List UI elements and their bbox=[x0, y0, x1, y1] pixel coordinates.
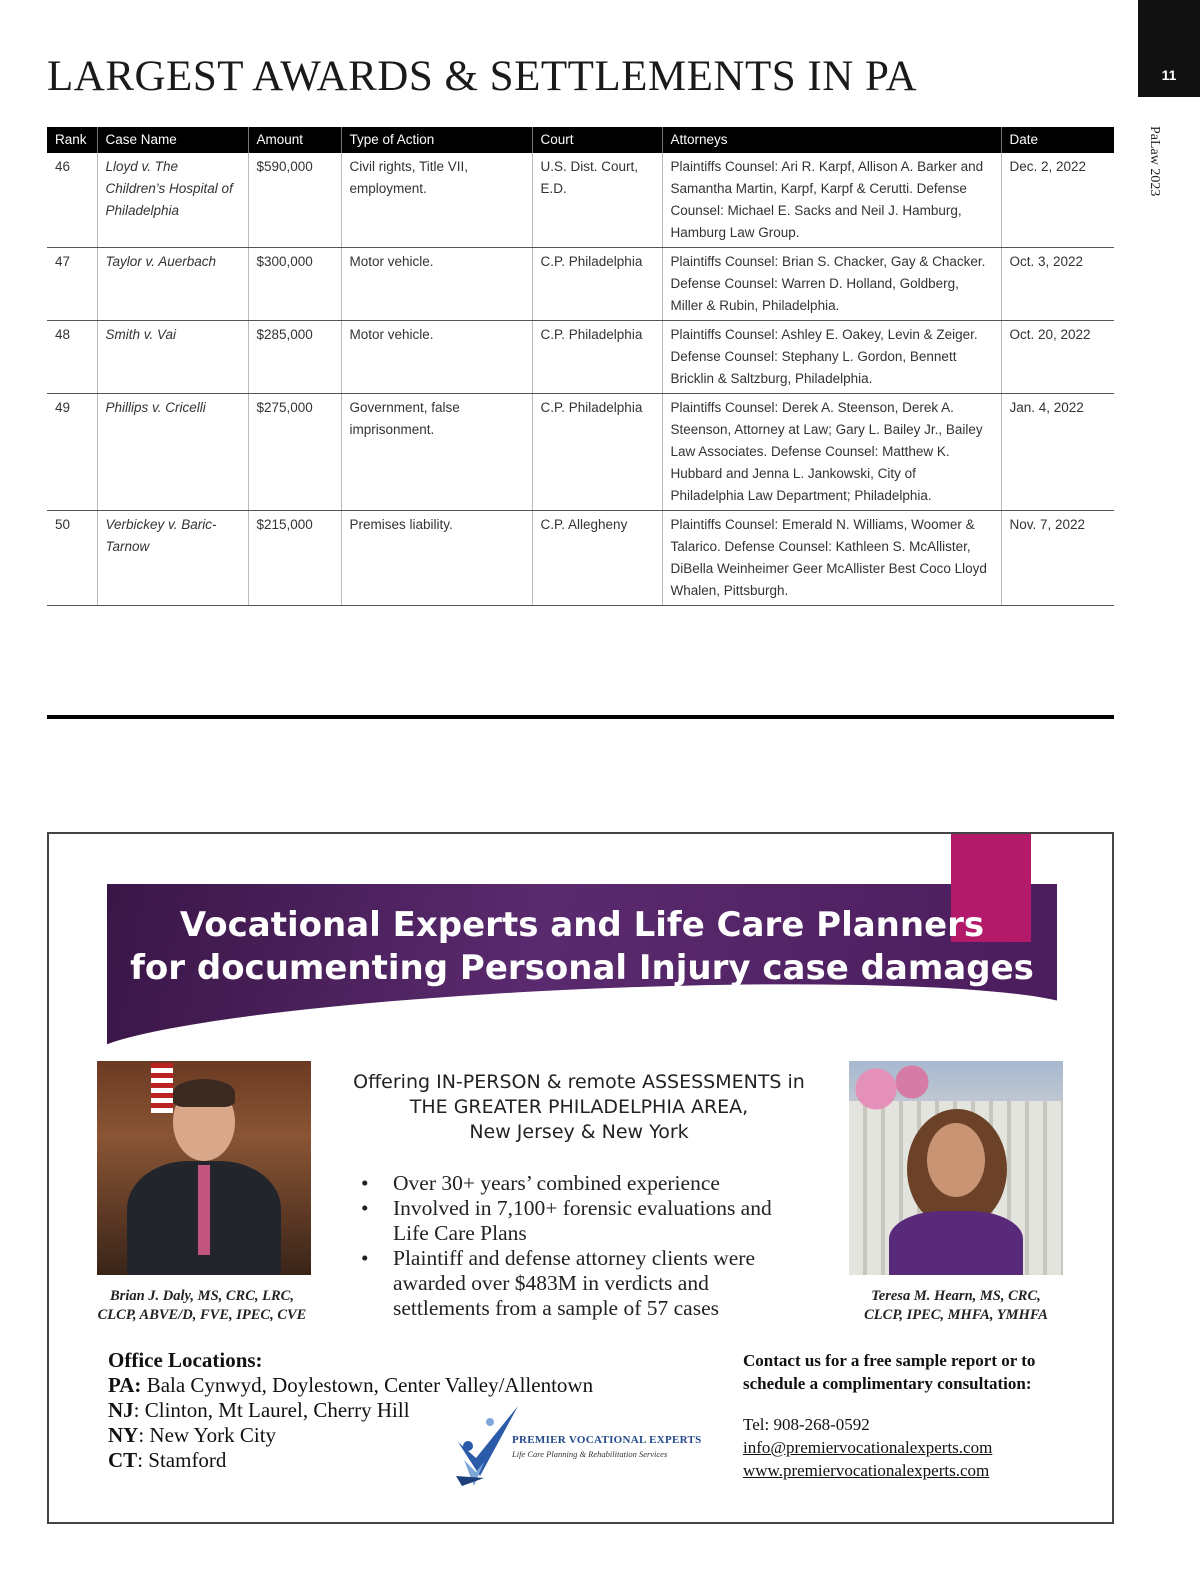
cell-rank: 49 bbox=[47, 394, 97, 511]
cell-amount: $300,000 bbox=[248, 248, 341, 321]
cell-date: Nov. 7, 2022 bbox=[1001, 511, 1114, 606]
office-cities: : Stamford bbox=[137, 1448, 227, 1472]
cell-date: Oct. 20, 2022 bbox=[1001, 321, 1114, 394]
list-item bbox=[357, 1246, 797, 1321]
expert-photo-brian-daly bbox=[97, 1061, 311, 1275]
cell-attorneys: Plaintiffs Counsel: Emerald N. Williams, Woomer & Talarico. Defense Counsel: Kathleen S. McAllister, DiBella Weinheimer Geer McAllister Best Coco Lloyd Whalen, Pittsburgh. bbox=[662, 511, 1001, 606]
column-header-court: Court bbox=[532, 127, 662, 153]
bullet-icon: • bbox=[361, 1246, 369, 1270]
offer-text bbox=[349, 1070, 809, 1145]
column-header-rank: Rank bbox=[47, 127, 97, 153]
contact-cta-line-2: schedule a complimentary consultation: bbox=[743, 1374, 1032, 1393]
table-row bbox=[47, 321, 1114, 394]
cell-court: C.P. Philadelphia bbox=[532, 321, 662, 394]
section-divider bbox=[47, 715, 1114, 719]
cell-amount: $215,000 bbox=[248, 511, 341, 606]
table-row bbox=[47, 248, 1114, 321]
ad-headline bbox=[107, 904, 1057, 990]
page-number-tab bbox=[1138, 0, 1200, 97]
benefit-text: Involved in 7,100+ forensic evaluations and Life Care Plans bbox=[393, 1196, 772, 1245]
expert-photo-teresa-hearn bbox=[849, 1061, 1063, 1275]
benefits-list bbox=[357, 1171, 797, 1321]
expert-right-name-line-2: CLCP, IPEC, MHFA, YMHFA bbox=[864, 1307, 1048, 1323]
column-header-case-name: Case Name bbox=[97, 127, 248, 153]
expert-left-name-line-2: CLCP, ABVE/D, FVE, IPEC, CVE bbox=[97, 1307, 307, 1323]
table-row bbox=[47, 153, 1114, 248]
running-head: PaLaw 2023 bbox=[1147, 126, 1162, 197]
offer-line-1: Offering IN-PERSON & remote ASSESSMENTS in bbox=[353, 1071, 805, 1093]
cell-amount: $285,000 bbox=[248, 321, 341, 394]
office-state: NY bbox=[108, 1423, 139, 1447]
expert-right-name-line-1: Teresa M. Hearn, MS, CRC, bbox=[871, 1288, 1041, 1304]
list-item bbox=[357, 1171, 797, 1196]
contact-cta-line-1: Contact us for a free sample report or to bbox=[743, 1351, 1036, 1370]
cell-court: C.P. Philadelphia bbox=[532, 248, 662, 321]
portrait-body bbox=[889, 1211, 1023, 1275]
office-cities: Bala Cynwyd, Doylestown, Center Valley/Allentown bbox=[141, 1373, 594, 1397]
contact-website-link[interactable]: www.premiervocationalexperts.com bbox=[743, 1461, 990, 1480]
cell-date: Dec. 2, 2022 bbox=[1001, 153, 1114, 248]
cell-amount: $590,000 bbox=[248, 153, 341, 248]
logo-company-name: PREMIER VOCATIONAL EXPERTS bbox=[512, 1434, 702, 1446]
logo-tagline: Life Care Planning & Rehabilitation Services bbox=[512, 1449, 668, 1459]
expert-caption-right bbox=[826, 1287, 1086, 1325]
cell-case-name: Verbickey v. Baric-Tarnow bbox=[97, 511, 248, 606]
advertisement bbox=[47, 832, 1114, 1524]
cell-case-name: Phillips v. Cricelli bbox=[97, 394, 248, 511]
awards-table bbox=[47, 127, 1114, 606]
table-row bbox=[47, 394, 1114, 511]
page-title: LARGEST AWARDS & SETTLEMENTS IN PA bbox=[47, 53, 918, 100]
portrait-hair bbox=[173, 1079, 235, 1107]
office-locations-heading: Office Locations: bbox=[108, 1348, 263, 1372]
portrait-tie bbox=[198, 1165, 210, 1255]
office-cities: : New York City bbox=[138, 1423, 277, 1447]
cell-court: U.S. Dist. Court, E.D. bbox=[532, 153, 662, 248]
contact-phone: Tel: 908-268-0592 bbox=[743, 1415, 870, 1434]
office-state: CT bbox=[108, 1448, 138, 1472]
cell-date: Jan. 4, 2022 bbox=[1001, 394, 1114, 511]
cell-rank: 47 bbox=[47, 248, 97, 321]
cell-type: Civil rights, Title VII, employment. bbox=[341, 153, 532, 248]
flag-icon bbox=[151, 1063, 173, 1113]
ad-headline-line-1: Vocational Experts and Life Care Planners bbox=[179, 905, 985, 945]
cell-rank: 46 bbox=[47, 153, 97, 248]
cell-type: Motor vehicle. bbox=[341, 248, 532, 321]
cell-amount: $275,000 bbox=[248, 394, 341, 511]
column-header-attorneys: Attorneys bbox=[662, 127, 1001, 153]
offer-line-2: THE GREATER PHILADELPHIA AREA, bbox=[409, 1096, 749, 1118]
portrait-head bbox=[927, 1123, 985, 1197]
benefit-text: Over 30+ years’ combined experience bbox=[393, 1171, 720, 1195]
cell-court: C.P. Philadelphia bbox=[532, 394, 662, 511]
cell-type: Motor vehicle. bbox=[341, 321, 532, 394]
contact-block bbox=[743, 1349, 1103, 1482]
cell-rank: 48 bbox=[47, 321, 97, 394]
page-number: 11 bbox=[1161, 67, 1177, 83]
offer-line-3: New Jersey & New York bbox=[469, 1121, 689, 1143]
cell-attorneys: Plaintiffs Counsel: Derek A. Steenson, Derek A. Steenson, Attorney at Law; Gary L. Bailey Jr., Bailey Law Associates. Defense Counsel: Matthew K. Hubbard and Jenna L. Jankowski, City of Philadelphia Law Department; Philadelphia. bbox=[662, 394, 1001, 511]
cell-type: Premises liability. bbox=[341, 511, 532, 606]
ad-headline-line-2: for documenting Personal Injury case damages bbox=[130, 948, 1034, 988]
expert-left-name-line-1: Brian J. Daly, MS, CRC, LRC, bbox=[110, 1288, 294, 1304]
cell-case-name: Smith v. Vai bbox=[97, 321, 248, 394]
bullet-icon: • bbox=[361, 1196, 369, 1220]
cell-type: Government, false imprisonment. bbox=[341, 394, 532, 511]
list-item bbox=[357, 1196, 797, 1246]
table-header-row bbox=[47, 127, 1114, 153]
column-header-amount: Amount bbox=[248, 127, 341, 153]
office-line-pa bbox=[108, 1373, 593, 1398]
cell-rank: 50 bbox=[47, 511, 97, 606]
office-state: NJ bbox=[108, 1398, 134, 1422]
column-header-date: Date bbox=[1001, 127, 1114, 153]
office-cities: : Clinton, Mt Laurel, Cherry Hill bbox=[133, 1398, 410, 1422]
office-state: PA: bbox=[108, 1373, 142, 1397]
cell-court: C.P. Allegheny bbox=[532, 511, 662, 606]
bullet-icon: • bbox=[361, 1171, 369, 1195]
contact-email-link[interactable]: info@premiervocationalexperts.com bbox=[743, 1438, 993, 1457]
cell-attorneys: Plaintiffs Counsel: Brian S. Chacker, Gay & Chacker. Defense Counsel: Warren D. Holland, Goldberg, Miller & Rubin, Philadelphia. bbox=[662, 248, 1001, 321]
expert-caption-left bbox=[72, 1287, 332, 1325]
cell-case-name: Lloyd v. The Children’s Hospital of Philadelphia bbox=[97, 153, 248, 248]
benefit-text: Plaintiff and defense attorney clients were awarded over $483M in verdicts and settlements from a sample of 57 cases bbox=[393, 1246, 755, 1320]
table-row bbox=[47, 511, 1114, 606]
company-logo bbox=[454, 1402, 714, 1488]
cell-attorneys: Plaintiffs Counsel: Ashley E. Oakey, Levin & Zeiger. Defense Counsel: Stephany L. Gordon, Bennett Bricklin & Saltzburg, Philadelphia. bbox=[662, 321, 1001, 394]
cell-date: Oct. 3, 2022 bbox=[1001, 248, 1114, 321]
column-header-type: Type of Action bbox=[341, 127, 532, 153]
cell-attorneys: Plaintiffs Counsel: Ari R. Karpf, Allison A. Barker and Samantha Martin, Karpf, Karpf & Cerutti. Defense Counsel: Michael E. Sacks and Neil J. Hamburg, Hamburg Law Group. bbox=[662, 153, 1001, 248]
cell-case-name: Taylor v. Auerbach bbox=[97, 248, 248, 321]
